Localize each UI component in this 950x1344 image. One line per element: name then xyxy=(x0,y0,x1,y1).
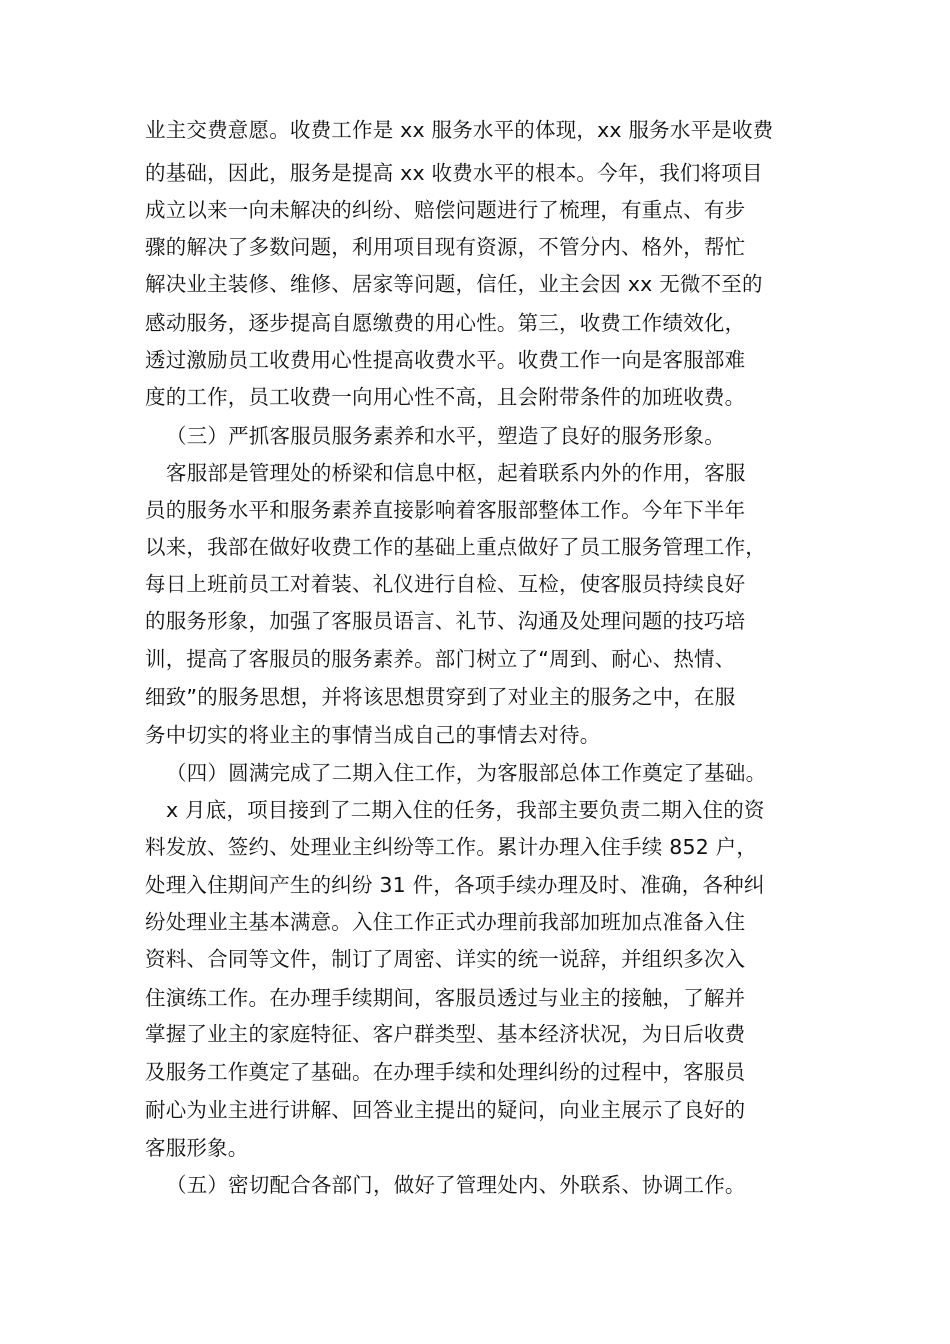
text-line: 处理入住期间产生的纠纷 31 件，各项手续办理及时、准确，各种纠 xyxy=(145,873,765,897)
text-line: 客服形象。 xyxy=(145,1136,249,1160)
text-line: 纷处理业主基本满意。入住工作正式办理前我部加班加点准备入住 xyxy=(145,910,746,934)
text-line: 业主交费意愿。收费工作是 xx 服务水平的体现，xx 服务水平是收费 xyxy=(145,118,774,142)
text-line: 骤的解决了多数问题，利用项目现有资源，不管分内、格外，帮忙 xyxy=(145,235,746,259)
text-line: 料发放、签约、处理业主纠纷等工作。累计办理入住手续 852 户， xyxy=(145,835,758,859)
text-line: 耐心为业主进行讲解、回答业主提出的疑问，向业主展示了良好的 xyxy=(145,1098,746,1122)
text-line: x 月底，项目接到了二期入住的任务，我部主要负责二期入住的资 xyxy=(166,798,765,822)
text-line: 掌握了业主的家庭特征、客户群类型、基本经济状况，为日后收费 xyxy=(145,1022,746,1046)
text-line: 员的服务水平和服务素养直接影响着客服部整体工作。今年下半年 xyxy=(145,498,746,522)
text-line: 及服务工作奠定了基础。在办理手续和处理纠纷的过程中，客服员 xyxy=(145,1060,746,1084)
text-line: 训，提高了客服员的服务素养。部门树立了“周到、耐心、热情、 xyxy=(145,647,736,671)
text-line: 以来，我部在做好收费工作的基础上重点做好了员工服务管理工作， xyxy=(145,535,766,559)
section-heading: （四）圆满完成了二期入住工作，为客服部总体工作奠定了基础。 xyxy=(166,761,767,785)
section-heading: （五）密切配合各部门，做好了管理处内、外联系、协调工作。 xyxy=(166,1173,746,1197)
text-line: 感动服务，逐步提高自愿缴费的用心性。第三，收费工作绩效化， xyxy=(145,311,746,335)
section-heading: （三）严抓客服员服务素养和水平，塑造了良好的服务形象。 xyxy=(166,424,725,448)
text-line: 每日上班前员工对着装、礼仪进行自检、互检，使客服员持续良好 xyxy=(145,572,746,596)
text-line: 透过激励员工收费用心性提高收费水平。收费工作一向是客服部难 xyxy=(145,348,746,372)
text-line: 务中切实的将业主的事情当成自己的事情去对待。 xyxy=(145,723,601,747)
text-line: 的基础，因此，服务是提高 xx 收费水平的根本。今年，我们将项目 xyxy=(145,161,763,185)
text-line: 度的工作，员工收费一向用心性不高，且会附带条件的加班收费。 xyxy=(145,385,746,409)
text-line: 资料、合同等文件，制订了周密、详实的统一说辞，并组织多次入 xyxy=(145,947,746,971)
text-line: 客服部是管理处的桥梁和信息中枢，起着联系内外的作用，客服 xyxy=(166,461,746,485)
text-line: 住演练工作。在办理手续期间，客服员透过与业主的接触，了解并 xyxy=(145,986,746,1010)
text-line: 解决业主装修、维修、居家等问题，信任，业主会因 xx 无微不至的 xyxy=(145,272,763,296)
text-line: 细致”的服务思想，并将该思想贯穿到了对业主的服务之中，在服 xyxy=(145,685,736,709)
text-line: 成立以来一向未解决的纠纷、赔偿问题进行了梳理，有重点、有步 xyxy=(145,198,746,222)
text-line: 的服务形象，加强了客服员语言、礼节、沟通及处理问题的技巧培 xyxy=(145,609,746,633)
